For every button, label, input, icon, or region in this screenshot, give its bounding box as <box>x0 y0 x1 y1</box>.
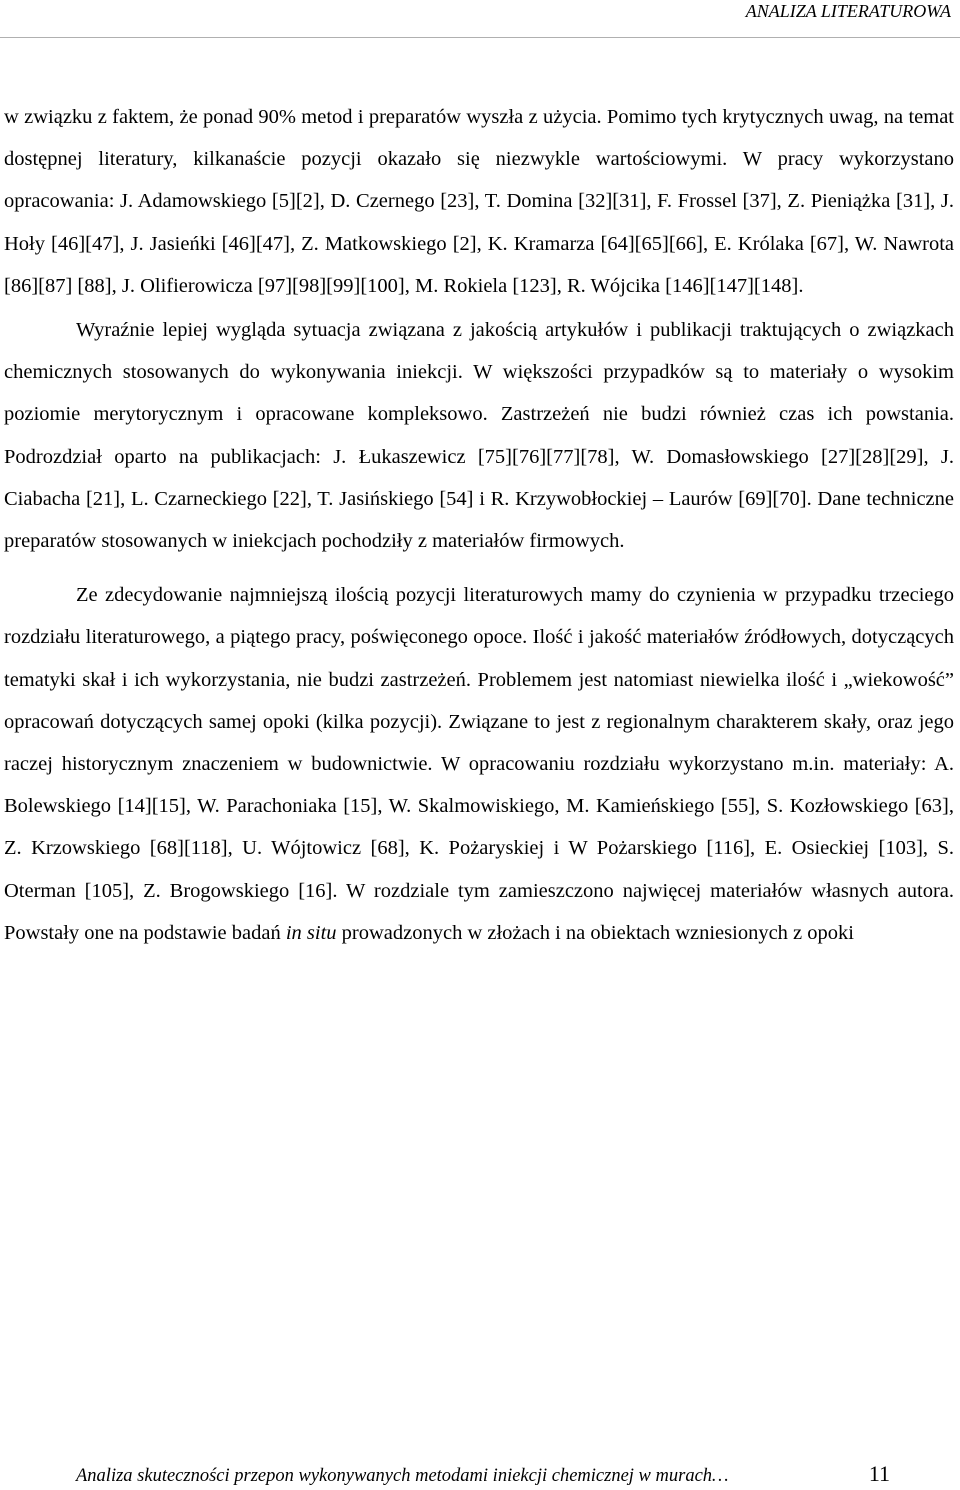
in-situ-term: in situ <box>285 921 337 944</box>
paragraph-chemical-publications: Wyraźnie lepiej wygląda sytuacja związana z jakością artykułów i publikacji traktujących o związkach chemicznych stosowanych do wykonywania iniekcji. W większości przypadków są to materiały o wysokim poziomie merytorycznym i opracowane kompleksowo. Zastrzeżeń nie budzi również czas ich powstania. Podrozdział oparto na publikacjach: J. Łukaszewicz [75][76][77][78], W. Domasłowskiego [27][28][29], J. Ciabacha [21], L. Czarneckiego [22], T. Jasińskiego [54] i R. Krzywobłockiej – Laurów [69][70]. Dane techniczne preparatów stosowanych w iniekcjach pochodziły z materiałów firmowych. <box>4 319 954 553</box>
paragraph-sources-list: w związku z faktem, że ponad 90% metod i preparatów wyszła z użycia. Pomimo tych krytycznych uwag, na temat dostępnej literatury, kilkanaście pozycji okazało się niezwykle wartościowymi. W pracy wykorzystano opracowania: J. Adamowskiego [5][2], D. Czernego [23], T. Domina [32][31], F. Frossel [37], Z. Pieniążka [31], J. Hoły [46][47], J. Jasieńki [46][47], Z. Matkowskiego [2], K. Kramarza [64][65][66], E. Królaka [67], W. Nawrota [86][87] [88], J. Olifierowicza [97][98][99][100], M. Rokiela [123], R. Wójcika [146][147][148]. <box>4 106 954 297</box>
header-divider <box>0 37 960 38</box>
running-header: ANALIZA LITERATUROWA <box>745 1 951 21</box>
page-body <box>4 96 954 954</box>
paragraph-opoka-text-end: prowadzonych w złożach i na obiektach wzniesionych z opoki <box>336 921 854 944</box>
page-number: 11 <box>868 1461 890 1486</box>
page-footer <box>76 1462 896 1490</box>
paragraph-opoka-literature <box>4 574 954 954</box>
footer-title: Analiza skuteczności przepon wykonywanych metodami iniekcji chemicznej w murach… <box>76 1466 729 1486</box>
paragraph-opoka-text-start: Ze zdecydowanie najmniejszą ilością pozycji literaturowych mamy do czynienia w przypadku trzeciego rozdziału literaturowego, a piątego pracy, poświęconego opoce. Ilość i jakość materiałów źródłowych, dotyczących tematyki skał i ich wykorzystania, nie budzi zastrzeżeń. Problemem jest natomiast niewielka ilość i „wiekowość” opracowań dotyczących samej opoki (kilka pozycji). Związane to jest z regionalnym charakterem skały, oraz jego raczej historycznym znaczeniem w budownictwie. W opracowaniu rozdziału wykorzystano m.in. materiały: A. Bolewskiego [14][15], W. Parachoniaka [15], W. Skalmowiskiego, M. Kamieńskiego [55], S. Kozłowskiego [63], Z. Krzowskiego [68][118], U. Wójtowicz [68], K. Pożaryskiej i W Pożarskiego [116], E. Osieckiej [103], S. Oterman [105], Z. Brogowskiego [16]. W rozdziale tym zamieszczono najwięcej materiałów własnych autora. Powstały one na podstawie badań <box>4 584 954 944</box>
